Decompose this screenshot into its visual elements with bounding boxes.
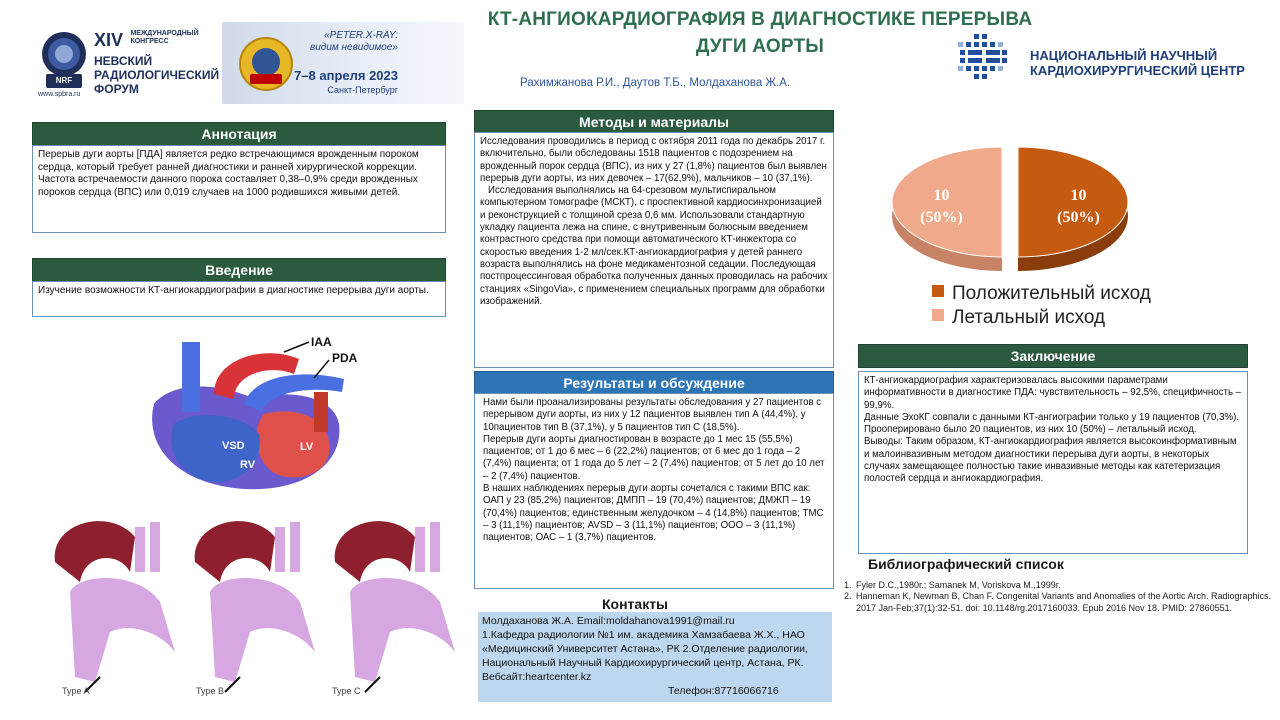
forum-badge-icon [38, 30, 90, 96]
results-heading: Результаты и обсуждение [474, 371, 834, 395]
bibliography-list [844, 580, 1278, 614]
legend-swatch-lethal [932, 309, 944, 321]
intro-heading: Введение [32, 258, 446, 282]
type-a-figure [55, 521, 175, 692]
bibliography-item [844, 580, 1278, 591]
label-vsd: VSD [222, 440, 245, 452]
conclusion-paragraph-4: Выводы: Таким образом, КТ-ангиокардиография является высокоинформативным и малоинвазивным методом диагностики перерыва дуги аорты, в некоторых случаях замещающее полностью такие инвазивные методы как катетеризация полостей сердца и ангиокардиография. [864, 436, 1237, 485]
legend-label-positive: Положительный исход [952, 283, 1151, 304]
superior-vena-cava-shape [182, 342, 200, 412]
conclusion-body [858, 371, 1248, 554]
forum-website: www.spbra.ru [38, 91, 81, 98]
conclusion-paragraph-2: Данные ЭхоКГ совпали с данными КТ-ангиографии только у 19 пациентов (70,3%). [864, 411, 1240, 423]
type-c-figure [335, 521, 455, 692]
legend-label-lethal: Летальный исход [952, 307, 1106, 328]
center-name-line2: КАРДИОХИРУРГИЧЕСКИЙ ЦЕНТР [1030, 63, 1245, 78]
label-lv: LV [300, 441, 314, 453]
label-pda: PDA [332, 351, 358, 365]
forum-city: Санкт-Петербург [327, 85, 398, 95]
contacts-box [478, 612, 832, 702]
center-logo [956, 30, 1246, 90]
methods-paragraph-1: Исследования проводились в период с октября 2011 года по декабрь 2017 г. включительно, были обследованы 1518 пациентов с подозрением на врожденный порок сердца (ВПС), из них у 27 (1,8%) пациентов был выявлен перерыв дуги аорты, из них девочек – 17(62,9%), мальчиков – 10 (37,1%). [480, 136, 827, 184]
results-paragraph-2: Перерыв дуги аорты диагностирован в возрасте до 1 мес 15 (55,5%) пациентов; от 1 до 6 мес – 6 (22,2%) пациентов; от 6 мес до 1 года – 2 (7,4%) пациента; от 1 года до 5 лет – 2 (7,4%) пациентов; от 5 лет до 10 лет – 2 (7,4%) пациентов. [483, 433, 825, 482]
bibliography-heading: Библиографический список [868, 556, 1064, 572]
pie-legend [932, 282, 1151, 330]
bibliography-item-number: 2. [844, 591, 852, 602]
pie-percent-label-0: (50%) [1057, 209, 1100, 226]
type-a-label: Type A [62, 686, 90, 696]
methods-heading: Методы и материалы [474, 110, 834, 134]
descending-vessel-shape [314, 392, 328, 432]
center-emblem-icon [956, 30, 1012, 86]
bibliography-item-text: Hanneman K, Newman B, Chan F. Congenital Variants and Anomalies of the Aortic Arch. Radiographics. 2017 Jan-Feb;37(1):32-51. doi: 10.1148/rg.2017160033. Epub 2016 Nov 18. PMID: 27860551. [856, 591, 1272, 613]
forum-banner [222, 22, 464, 104]
forum-emblem-icon [236, 34, 296, 94]
contacts-affiliation: 1.Кафедра радиологии №1 им. академика Хамзабаева Ж.Х., НАО «Медицинский Университет Астана», РК 2.Отделение радиологии, Национальный Научный Кардиохирургический центр, Астана, РК. [482, 629, 808, 669]
legend-item-positive [932, 282, 1151, 306]
results-paragraph-1: Нами были проанализированы результаты обследования у 27 пациентов с перерывом дуги аорты, из них у 12 пациентов выявлен тип А (44,4%), у 10пациентов тип В (37,1%), у 5 пациентов тип С (18,5%). [483, 397, 822, 433]
poster-title-line2: ДУГИ АОРТЫ [695, 36, 825, 57]
forum-dates: 7–8 апреля 2023 [294, 68, 398, 83]
forum-congress-line1: МЕЖДУНАРОДНЫЙ [130, 30, 199, 37]
contacts-phone: Телефон:87716066716 [668, 685, 779, 697]
conclusion-heading: Заключение [858, 344, 1248, 368]
label-rv: RV [240, 459, 256, 471]
contacts-website: Вебсайт:heartcenter.kz [482, 671, 592, 683]
bibliography-item [844, 591, 1278, 614]
annotation-heading: Аннотация [32, 122, 446, 146]
conclusion-paragraph-1: КТ-ангиокардиография характеризовалась высокими параметрами информативности в диагностике ПДА: чувствительность – 92,5%, специфичность – 99,9%. [864, 375, 1242, 411]
conclusion-paragraph-3: Прооперировано было 20 пациентов, из них 10 (50%) – летальный исход. [864, 424, 1197, 436]
authors: Рахимжанова Р.И., Даутов Т.Б., Молдаханова Ж.А. [520, 77, 791, 89]
legend-swatch-positive [932, 285, 944, 297]
type-b-label: Type B [196, 686, 225, 696]
intro-text: Изучение возможности КТ-ангиокардиографии в диагностике перерыва дуги аорты. [38, 285, 429, 296]
forum-name-line3: ФОРУМ [94, 82, 139, 96]
forum-name-line2: РАДИОЛОГИЧЕСКИЙ [94, 68, 220, 82]
center-name-line1: НАЦИОНАЛЬНЫЙ НАУЧНЫЙ [1030, 48, 1218, 63]
forum-roman-numeral: XIV [94, 30, 124, 50]
pie-value-label-1: 10 [933, 187, 950, 204]
results-body [474, 393, 834, 589]
legend-item-lethal [932, 306, 1151, 330]
poster-title-line1: КТ-АНГИОКАРДИОГРАФИЯ В ДИАГНОСТИКЕ ПЕРЕРЫВА [487, 9, 1033, 30]
iaa-types-diagram [40, 502, 460, 698]
methods-body [474, 132, 834, 368]
annotation-body [32, 145, 446, 233]
forum-congress-line2: КОНГРЕСС [130, 38, 169, 45]
type-c-label: Type C [332, 686, 361, 696]
bibliography-item-number: 1. [844, 580, 852, 590]
forum-slogan-line1: «PETER.X-RAY: [324, 30, 398, 41]
results-paragraph-3: В наших наблюдениях перерыв дуги аорты сочетался с такими ВПС как: ОАП у 23 (85,2%) пациентов; ДМПП – 19 (70,4%) пациентов; ДМЖП – 19 (70,4%) пациентов; единственным желудочком – 4 (14,8%) пациентов; ТМС – 3 (11,1%) пациентов; AVSD – 3 (11,1%) пациентов; ООО – 3 (11,1%) пациентов; ОАС – 1 (3,7%) пациентов. [483, 483, 824, 544]
heart-diagram [134, 334, 379, 494]
annotation-text: Перерыв дуги аорты [ПДА] является редко встречающимся врожденным пороком сердца, который требует ранней диагностики и ранней хирургической коррекции. Частота встречаемости данного порока составляет 0,38–0,9% среди врожденных пороков сердца (ВПС) или 0,019 случаев на 1000 родившихся живыми детей. [38, 149, 419, 198]
forum-logo [36, 24, 222, 102]
label-iaa: IAA [311, 335, 332, 349]
contacts-email: Молдаханова Ж.А. Email:moldahanova1991@mail.ru [482, 615, 735, 627]
pie-percent-label-1: (50%) [920, 209, 963, 226]
forum-slogan-line2: видим невидимое» [310, 42, 398, 53]
contacts-heading: Контакты [602, 596, 669, 612]
outcome-pie-chart [890, 140, 1150, 290]
forum-name-line1: НЕВСКИЙ [94, 54, 153, 68]
forum-badge-text: NRF [55, 76, 73, 85]
type-b-figure [195, 521, 315, 692]
pie-value-label-0: 10 [1070, 187, 1087, 204]
methods-paragraph-2: Исследования выполнялись на 64-срезовом мультиспиральном компьютерном томографе (МСКТ), с проспективной кардиосинхронизацией и реконструкцией с толщиной среза 0,6 мм. Использовали стандартную укладку пациента лежа на спине, с внутривенным болюсным введением контрастного средства при помощи автоматического КТ-инжектора со скоростью введения 1-2 мл/сек.КТ-ангиокардиография у детей раннего возраста выполнялись на фоне медикаментозной седации. Последующая постпроцессинговая обработка полученных данных проводилась на рабочих станциях «SingoVia», с применением специальных программ для обработки изображений. [480, 185, 828, 307]
bibliography-item-text: Fyler D.C.,1980г.; Samanek M, Voriskova M.,1999г. [856, 580, 1061, 590]
intro-body [32, 281, 446, 317]
